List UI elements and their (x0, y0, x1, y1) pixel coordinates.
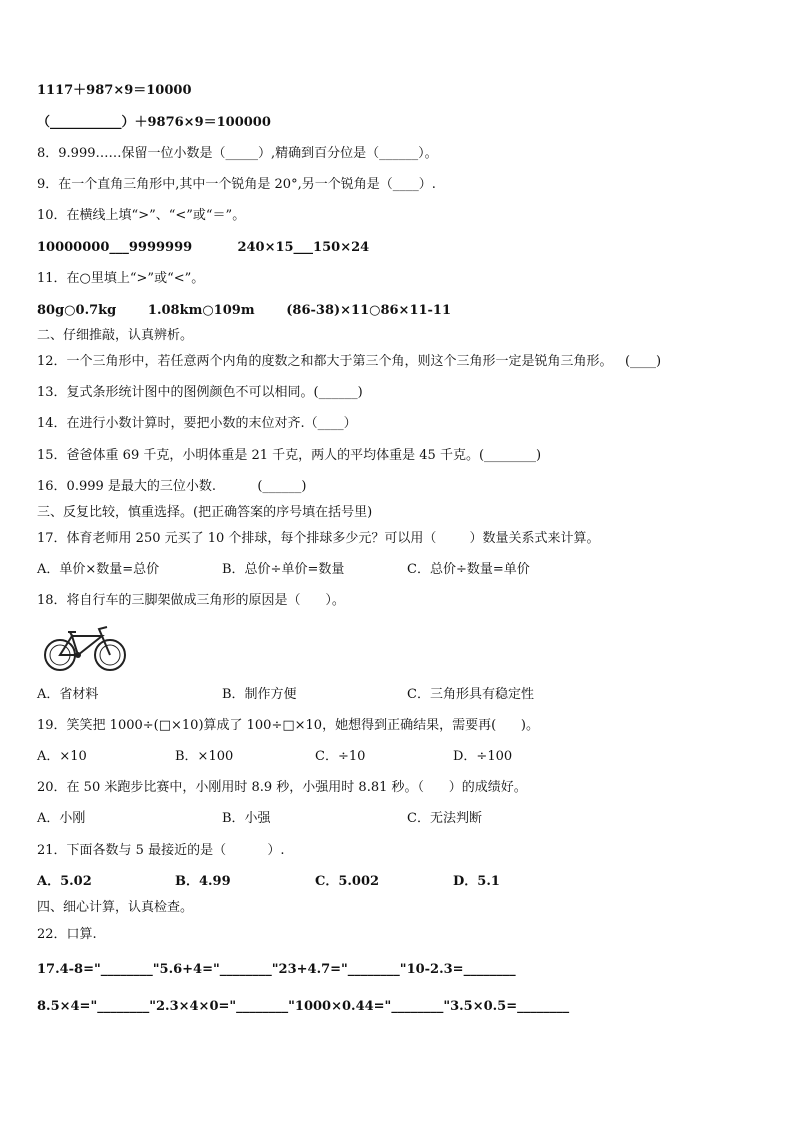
option-19-c: C．÷10 (315, 749, 366, 764)
question-20: 20．在 50 米跑步比赛中，小刚用时 8.9 秒，小强用时 8.81 秒。（ ）的成绩好。 (37, 780, 527, 795)
section-3-heading: 三、反复比较，慎重选择。(把正确答案的序号填在括号里) (37, 505, 373, 520)
bicycle-icon (40, 622, 130, 674)
option-17-c: C．总价÷数量=单价 (407, 562, 530, 577)
section-4-heading: 四、细心计算，认真检查。 (37, 900, 194, 915)
question-22: 22．口算. (37, 927, 97, 942)
question-15: 15．爸爸体重 69 千克，小明体重是 21 千克，两人的平均体重是 45 千克。(________) (37, 448, 542, 463)
option-21-b: B．4.99 (175, 874, 231, 889)
question-10-items: 10000000___9999999 240×15___150×24 (37, 240, 370, 255)
question-10: 10．在横线上填“>”、“<”或“＝”。 (37, 208, 246, 223)
option-21-d: D．5.1 (453, 874, 500, 889)
question-21: 21．下面各数与 5 最接近的是（ ）. (37, 843, 285, 858)
option-19-d: D．÷100 (453, 749, 513, 764)
mental-math-row-2: 8.5×4="________"2.3×4×0="________"1000×0.44="________"3.5×0.5=________ (37, 999, 570, 1014)
option-20-b: B．小强 (222, 811, 271, 826)
question-13: 13．复式条形统计图中的图例颜色不可以相同。(______) (37, 385, 363, 400)
option-19-b: B．×100 (175, 749, 234, 764)
option-18-b: B．制作方便 (222, 687, 297, 702)
option-18-a: A．省材料 (37, 687, 99, 702)
equation-line-1: 1117＋987×9＝10000 (37, 83, 192, 98)
option-21-c: C．5.002 (315, 874, 380, 889)
question-14: 14．在进行小数计算时，要把小数的末位对齐.（____） (37, 416, 357, 431)
option-19-a: A．×10 (37, 749, 87, 764)
equation-line-2: （___________）＋9876×9＝100000 (37, 115, 271, 130)
option-17-a: A．单价×数量=总价 (37, 562, 160, 577)
option-20-a: A．小刚 (37, 811, 86, 826)
question-9: 9．在一个直角三角形中,其中一个锐角是 20°,另一个锐角是（____）. (37, 177, 436, 192)
question-18: 18．将自行车的三脚架做成三角形的原因是（ ）。 (37, 593, 345, 608)
option-20-c: C．无法判断 (407, 811, 482, 826)
option-18-c: C．三角形具有稳定性 (407, 687, 534, 702)
question-11-items: 80g○0.7kg 1.08km○109m (86-38)×11○86×11-11 (37, 303, 452, 318)
question-16: 16．0.999 是最大的三位小数. (______) (37, 479, 307, 494)
question-12: 12．一个三角形中，若任意两个内角的度数之和都大于第三个角，则这个三角形一定是锐角三角形。 (____) (37, 354, 662, 369)
option-21-a: A．5.02 (37, 874, 92, 889)
option-17-b: B．总价÷单价=数量 (222, 562, 345, 577)
question-19: 19．笑笑把 1000÷(□×10)算成了 100÷□×10，她想得到正确结果，需要再( )。 (37, 718, 540, 733)
question-17: 17．体育老师用 250 元买了 10 个排球，每个排球多少元？可以用（ ）数量关系式来计算。 (37, 531, 600, 546)
section-2-heading: 二、仔细推敲，认真辨析。 (37, 328, 194, 343)
question-8: 8．9.999……保留一位小数是（_____）,精确到百分位是（______）。 (37, 146, 438, 161)
question-11: 11．在○里填上“>”或“<”。 (37, 271, 205, 286)
mental-math-row-1: 17.4-8="________"5.6+4="________"23+4.7="________"10-2.3=________ (37, 962, 516, 977)
